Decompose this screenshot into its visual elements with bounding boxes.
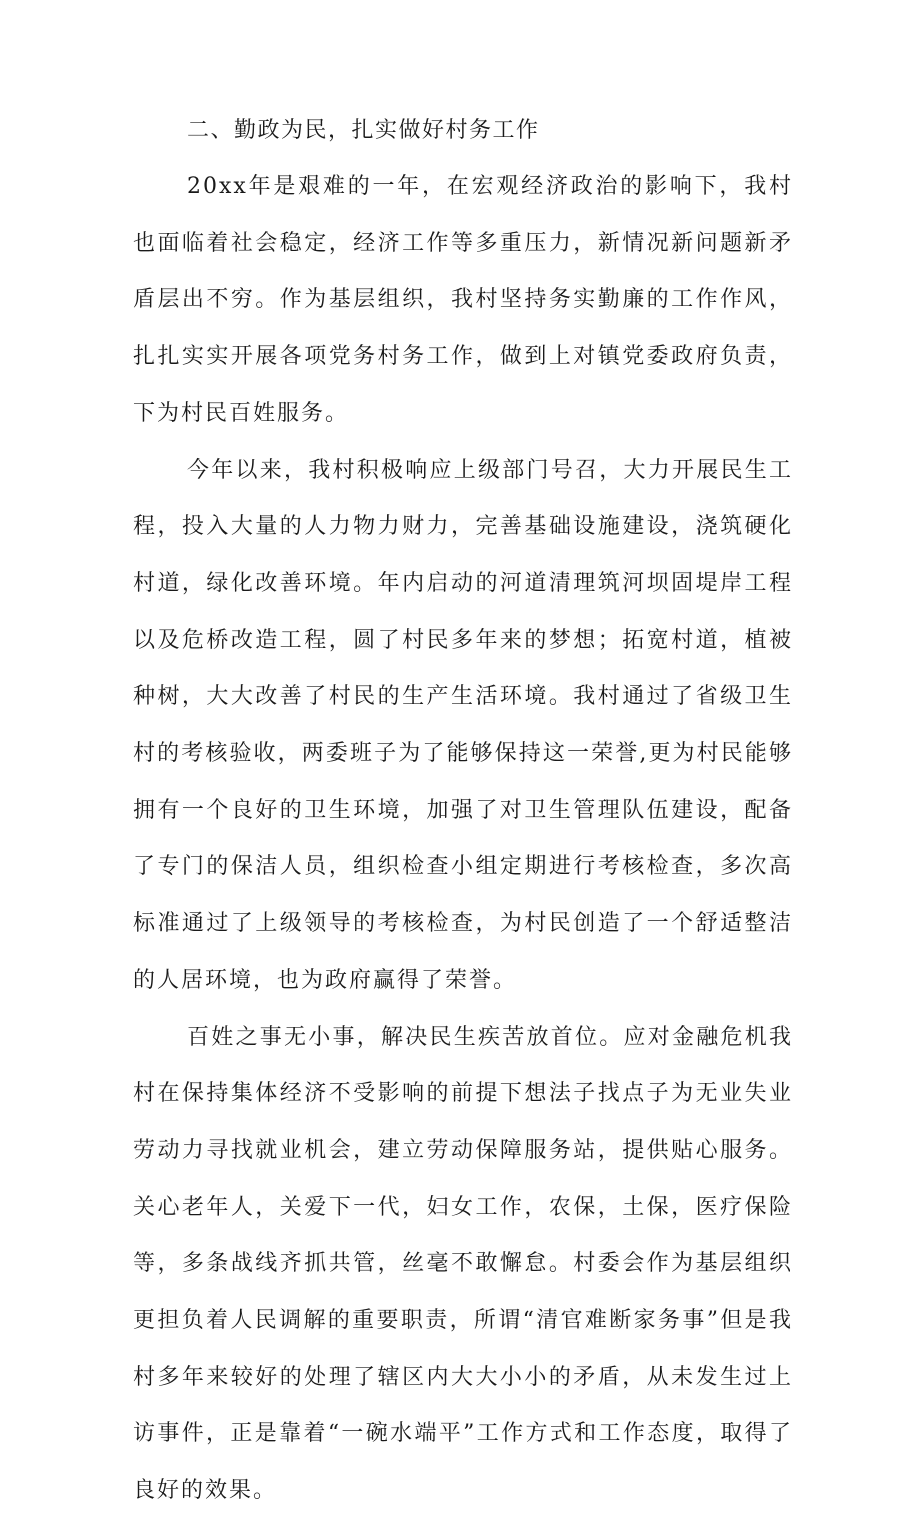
paragraph-1: 20xx年是艰难的一年，在宏观经济政治的影响下，我村也面临着社会稳定，经济工作等多重压力，新情况新问题新矛盾层出不穷。作为基层组织，我村坚持务实勤廉的工作作风，扎扎实实开展各项党务村务工作，做到上对镇党委政府负责，下为村民百姓服务。 [133,174,793,426]
paragraph-2: 今年以来，我村积极响应上级部门号召，大力开展民生工程，投入大量的人力物力财力，完善基础设施建设，浇筑硬化村道，绿化改善环境。年内启动的河道清理筑河坝固堤岸工程以及危桥改造工程，圆了村民多年来的梦想；拓宽村道，植被种树，大大改善了村民的生产生活环境。我村通过了省级卫生村的考核验收，两委班子为了能够保持这一荣誉,更为村民能够拥有一个良好的卫生环境，加强了对卫生管理队伍建设，配备了专门的保洁人员，组织检查小组定期进行考核检查，多次高标准通过了上级领导的考核检查，为村民创造了一个舒适整洁的人居环境，也为政府赢得了荣誉。 [133,457,793,993]
paragraph-3: 百姓之事无小事，解决民生疾苦放首位。应对金融危机我村在保持集体经济不受影响的前提下想法子找点子为无业失业劳动力寻找就业机会，建立劳动保障服务站，提供贴心服务。关心老年人，关爱下一代，妇女工作，农保，土保，医疗保险等，多条战线齐抓共管，丝毫不敢懈怠。村委会作为基层组织更担负着人民调解的重要职责，所谓“清官难断家务事”但是我村多年来较好的处理了辖区内大大小小的矛盾，从未发生过上访事件，正是靠着“一碗水端平”工作方式和工作态度，取得了良好的效果。 [133,1024,793,1504]
section-heading: 二、勤政为民，扎实做好村务工作 [187,118,540,143]
document-body [133,102,793,1520]
